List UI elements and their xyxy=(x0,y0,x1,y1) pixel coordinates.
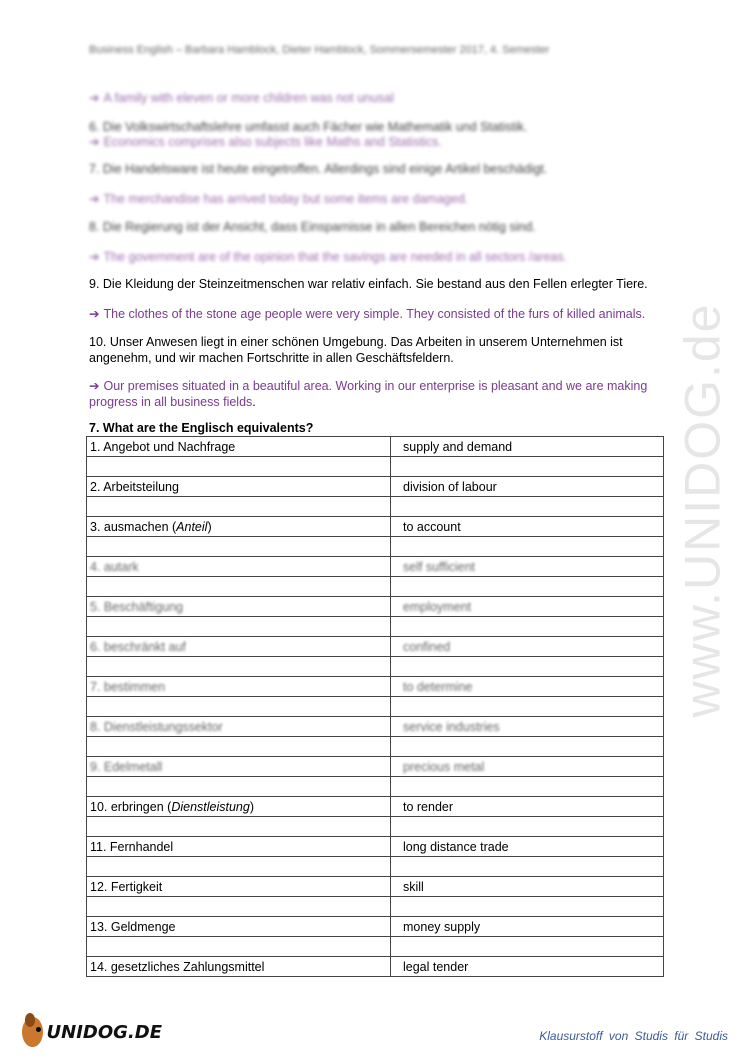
vocab-english: skill xyxy=(391,877,664,897)
vocab-spacer-row xyxy=(87,777,664,797)
sentence-9: 9. Die Kleidung der Steinzeitmenschen war relativ einfach. Sie bestand aus den Fellen erlegter Tiere. xyxy=(89,277,648,291)
vocab-english: to render xyxy=(391,797,664,817)
vocab-row xyxy=(87,717,664,737)
answer-10: ➔ Our premises situated in a beautiful area. Working in our enterprise is pleasant and we are making progress in all business fields. xyxy=(89,379,648,409)
vocab-spacer-row xyxy=(87,697,664,717)
vocab-german: 1. Angebot und Nachfrage xyxy=(87,437,391,457)
vocab-row xyxy=(87,557,664,577)
vocab-spacer-row xyxy=(87,857,664,877)
section-heading: 7. What are the Englisch equivalents? xyxy=(89,421,314,435)
arrow-icon: ➔ xyxy=(89,192,100,206)
vocab-english: service industries xyxy=(391,717,664,737)
vocab-german: 14. gesetzliches Zahlungsmittel xyxy=(87,957,391,977)
page-header: Business English – Barbara Hamblock, Dieter Hamblock, Sommersemester 2017, 4. Semester xyxy=(89,44,550,56)
vocab-english: to account xyxy=(391,517,664,537)
vocab-row xyxy=(87,877,664,897)
vocab-german: 11. Fernhandel xyxy=(87,837,391,857)
vocab-german: 4. autark xyxy=(87,557,391,577)
sentence-6: 6. Die Volkswirtschaftslehre umfasst auch Fächer wie Mathematik und Statistik. xyxy=(89,120,528,134)
unidog-logo[interactable] xyxy=(22,1012,162,1052)
vocab-spacer-row xyxy=(87,817,664,837)
logo-text: UNIDOG.DE xyxy=(46,1021,162,1043)
vocab-spacer-row xyxy=(87,897,664,917)
vocab-row xyxy=(87,637,664,657)
vocab-english: long distance trade xyxy=(391,837,664,857)
sentence-7: 7. Die Handelsware ist heute eingetroffen. Allerdings sind einige Artikel beschädigt. xyxy=(89,162,548,176)
arrow-icon: ➔ xyxy=(89,135,100,149)
arrow-icon: ➔ xyxy=(89,91,100,105)
vocab-spacer-row xyxy=(87,577,664,597)
vocab-english: precious metal xyxy=(391,757,664,777)
vocab-english: employment xyxy=(391,597,664,617)
vocab-german: 12. Fertigkeit xyxy=(87,877,391,897)
vocab-german: 6. beschränkt auf xyxy=(87,637,391,657)
answer-5: ➔ A family with eleven or more children was not unusal xyxy=(89,91,394,105)
vocab-spacer-row xyxy=(87,617,664,637)
arrow-icon: ➔ xyxy=(89,250,100,264)
arrow-icon: ➔ xyxy=(89,379,100,393)
vocab-row xyxy=(87,597,664,617)
vocab-english: confined xyxy=(391,637,664,657)
vocab-spacer-row xyxy=(87,657,664,677)
vocab-row xyxy=(87,757,664,777)
answer-8: ➔ The government are of the opinion that the savings are needed in all sectors /areas. xyxy=(89,250,567,264)
answer-6: ➔ Economics comprises also subjects like Maths and Statistics. xyxy=(89,135,442,149)
vocab-english: legal tender xyxy=(391,957,664,977)
vocab-table xyxy=(86,436,664,977)
arrow-icon: ➔ xyxy=(89,307,100,321)
vocab-english: to determine xyxy=(391,677,664,697)
vocab-german: 8. Dienstleistungssektor xyxy=(87,717,391,737)
vocab-english: supply and demand xyxy=(391,437,664,457)
vocab-german: 10. erbringen (Dienstleistung) xyxy=(87,797,391,817)
vocab-spacer-row xyxy=(87,457,664,477)
vocab-row xyxy=(87,517,664,537)
vocab-english: self sufficient xyxy=(391,557,664,577)
vocab-spacer-row xyxy=(87,937,664,957)
vocab-spacer-row xyxy=(87,537,664,557)
vocab-german: 2. Arbeitsteilung xyxy=(87,477,391,497)
dog-icon xyxy=(22,1017,43,1047)
vocab-row xyxy=(87,677,664,697)
vocab-spacer-row xyxy=(87,737,664,757)
vocab-english: division of labour xyxy=(391,477,664,497)
vocab-german: 7. bestimmen xyxy=(87,677,391,697)
answer-7: ➔ The merchandise has arrived today but some items are damaged. xyxy=(89,192,469,206)
vocab-row xyxy=(87,437,664,457)
sentence-10: 10. Unser Anwesen liegt in einer schönen Umgebung. Das Arbeiten in unserem Unternehmen ist angenehm, und wir machen Fortschritte in allen Geschäftsfeldern. xyxy=(89,335,623,365)
vocab-row xyxy=(87,797,664,817)
answer-9: ➔ The clothes of the stone age people were very simple. They consisted of the furs of killed animals. xyxy=(89,307,646,321)
vocab-german: 9. Edelmetall xyxy=(87,757,391,777)
vocab-row xyxy=(87,917,664,937)
vocab-spacer-row xyxy=(87,497,664,517)
sentence-8: 8. Die Regierung ist der Ansicht, dass Einsparnisse in allen Bereichen nötig sind. xyxy=(89,220,536,234)
vocab-german: 3. ausmachen (Anteil) xyxy=(87,517,391,537)
vocab-row xyxy=(87,477,664,497)
footer-tagline: Klausurstoff von Studis für Studis xyxy=(539,1029,728,1043)
vocab-english: money supply xyxy=(391,917,664,937)
watermark: www.UNIDOG.de xyxy=(674,302,730,718)
vocab-row xyxy=(87,957,664,977)
vocab-row xyxy=(87,837,664,857)
vocab-german: 13. Geldmenge xyxy=(87,917,391,937)
vocab-german: 5. Beschäftigung xyxy=(87,597,391,617)
